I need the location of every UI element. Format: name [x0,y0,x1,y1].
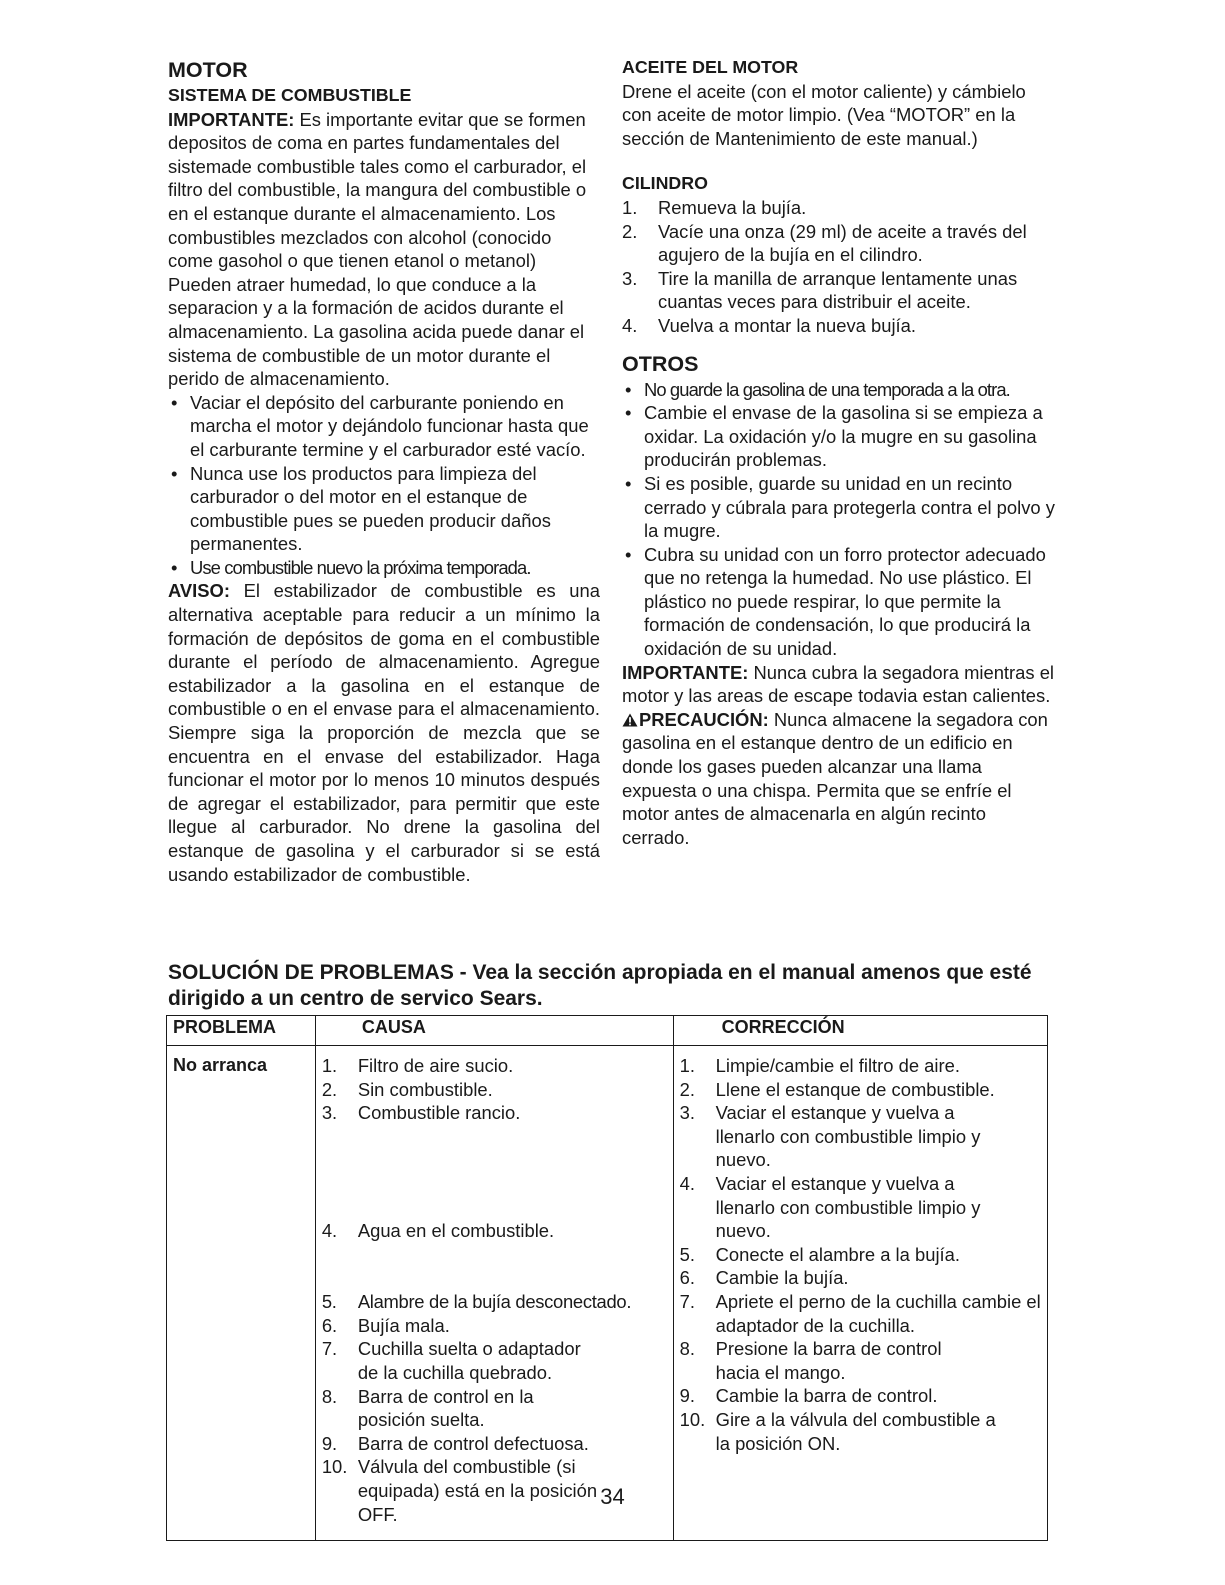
list-item: 3. Combustible rancio. [321,1102,521,1124]
list-item: 9. Barra de control defectuosa. [321,1432,589,1454]
list-item: 10. Gire a la válvula del combustible a la posición ON. [679,1408,996,1454]
list-item: • Cubra su unidad con un forro protector adecuado que no retenga la humedad. No use plástico. El plástico no puede respirar, lo que permite la formación de condensación, lo que producirá la oxidación de su unidad. [622,543,1058,661]
others-heading: OTROS [622,351,699,376]
notice-text: El estabilizador de combustible es una alternativa aceptable para reducir a un mínimo la formación de depósitos de goma en el combustible durante el período de almacenamiento. Agregue estabilizador a la gasolina en el estanque de combustible o en el envase para el almacenamiento. Siempre siga la proporción de mezcla que se encuentra en el envase del estabilizador. Haga funcionar el motor por lo menos 10 minutos después de agregar el estabilizador, para permitir que este llegue al carburador. No drene la gasolina del estanque de gasolina y el carburador si se está usando estabilizador de combustible. [168,580,600,885]
list-item: • Cambie el envase de la gasolina si se empieza a oxidar. La oxidación y/o la mugre en su gasolina producirán problemas. [622,401,1058,472]
list-item: 2. Llene el estanque de combustible. [679,1078,995,1100]
list-item: • No guarde la gasolina de una temporada a la otra. [622,378,1058,402]
list-item: 4. Agua en el combustible. [321,1220,555,1242]
list-item: 5. Conecte el alambre a la bujía. [679,1243,960,1265]
cylinder-heading: CILINDRO [622,173,708,194]
cause-cell [315,1046,673,1541]
others-bullets [622,378,1058,661]
list-item: 8. Presione la barra de control hacia el mango. [679,1338,942,1383]
list-item: 7. Cuchilla suelta o adaptador de la cuchilla quebrado. [321,1338,581,1383]
correction-cell [673,1046,1047,1541]
list-item: 10. Válvula del combustible (si equipada) está en la posición OFF. [321,1456,598,1525]
table-header-row [167,1016,1048,1046]
motor-heading: MOTOR [168,58,248,82]
problem-cell: No arranca [167,1046,316,1541]
caution-label: PRECAUCIÓN: [639,708,769,730]
important-label: IMPORTANTE: [168,108,295,130]
list-item: • Si es posible, guarde su unidad en un recinto cerrado y cúbrala para protegerla contra el polvo y la mugre. [622,472,1058,543]
page-number: 34 [600,1484,625,1509]
notice-paragraph [168,579,600,886]
engine-oil-text: Drene el aceite (con el motor caliente) y cámbielo con aceite de motor limpio. (Vea “MOTOR” en la sección de Mantenimiento de este manual.) [622,80,1026,149]
caution-paragraph: PRECAUCIÓN: Nunca almacene la segadora con gasolina en el estanque dentro de un edificio en donde los gases pueden alcanzar una llama expuesta o una chispa. Permita que se enfríe el motor antes de almacenarla en algún recinto cerrado. [622,708,1048,848]
correction-list [680,1054,1047,1455]
storage-bullets [168,391,600,580]
fuel-system-heading: SISTEMA DE COMBUSTIBLE [168,85,412,105]
right-column [622,56,1058,849]
important-text: Es importante evitar que se formen depositos de coma en partes fundamentales del sistemade combustible tales como el carburador, el filtro del combustible, la mangura del combustible o en el estanque durante el almacenamiento. Los combustibles mezclados con alcohol (conocido come gasohol o que tienen etanol o metanol) Pueden atraer humedad, lo que conduce a la separacion y a la formación de acidos durante el almacenamiento. La gasolina acida puede danar el sistema de combustible de un motor durante el perido de almacenamiento. [168,108,587,390]
list-item: 8. Barra de control en la posición suelta. [321,1385,534,1431]
table-row [167,1046,1048,1541]
list-item: • Nunca use los productos para limpieza del carburador o del motor en el estanque de combustible pues se pueden producir daños permanentes. [168,462,600,556]
important-cover-paragraph: IMPORTANTE: Nunca cubra la segadora mientras el motor y las areas de escape todavia estan calientes. [622,661,1055,707]
list-item: • Vaciar el depósito del carburante poniendo en marcha el motor y dejándolo funcionar hasta que el carburante termine y el carburador esté vacío. [168,391,600,462]
important-label: IMPORTANTE: [622,661,749,683]
list-item: 6. Cambie la bujía. [679,1267,849,1289]
cause-list [322,1054,673,1526]
engine-oil-heading: ACEITE DEL MOTOR [622,57,799,77]
list-item: 5. Alambre de la bujía desconectado. [321,1291,632,1313]
list-item: 2. Vacíe una onza (29 ml) de aceite a través del agujero de la bujía en el cilindro. [622,220,1027,266]
list-item: 4. Vuelva a montar la nueva bujía. [622,314,916,336]
troubleshooting-table [166,1015,1048,1541]
list-item: 2. Sin combustible. [321,1078,493,1100]
list-item: 9. Cambie la barra de control. [679,1385,938,1407]
header-cause: CAUSA [315,1016,673,1046]
troubleshooting-title: SOLUCIÓN DE PROBLEMAS - Vea la sección apropiada en el manual amenos que esté dirigido a un centro de servico Sears. [168,961,1032,1010]
list-item: 1. Remueva la bujía. [622,196,807,218]
list-item: 1. Limpie/cambie el filtro de aire. [679,1055,960,1076]
header-problem: PROBLEMA [167,1016,316,1046]
list-item: 3. Vaciar el estanque y vuelva a llenarlo con combustible limpio y nuevo. [679,1102,981,1171]
left-column [168,56,600,886]
notice-label: AVISO: [168,580,230,602]
list-item: 7. Apriete el perno de la cuchilla cambie el adaptador de la cuchilla. [679,1290,1041,1336]
list-item: 1. Filtro de aire sucio. [321,1055,514,1076]
list-item: 4. Vaciar el estanque y vuelva a llenarlo con combustible limpio y nuevo. [679,1172,981,1242]
warning-triangle-icon [622,713,638,727]
cylinder-steps [622,196,1058,338]
header-correction: CORRECCIÓN [673,1016,1047,1046]
list-item: 6. Bujía mala. [321,1314,450,1336]
important-paragraph [168,108,600,391]
list-item: • Use combustible nuevo la próxima temporada. [168,556,600,580]
list-item: 3. Tire la manilla de arranque lentamente unas cuantas veces para distribuir el aceite. [622,267,1018,313]
